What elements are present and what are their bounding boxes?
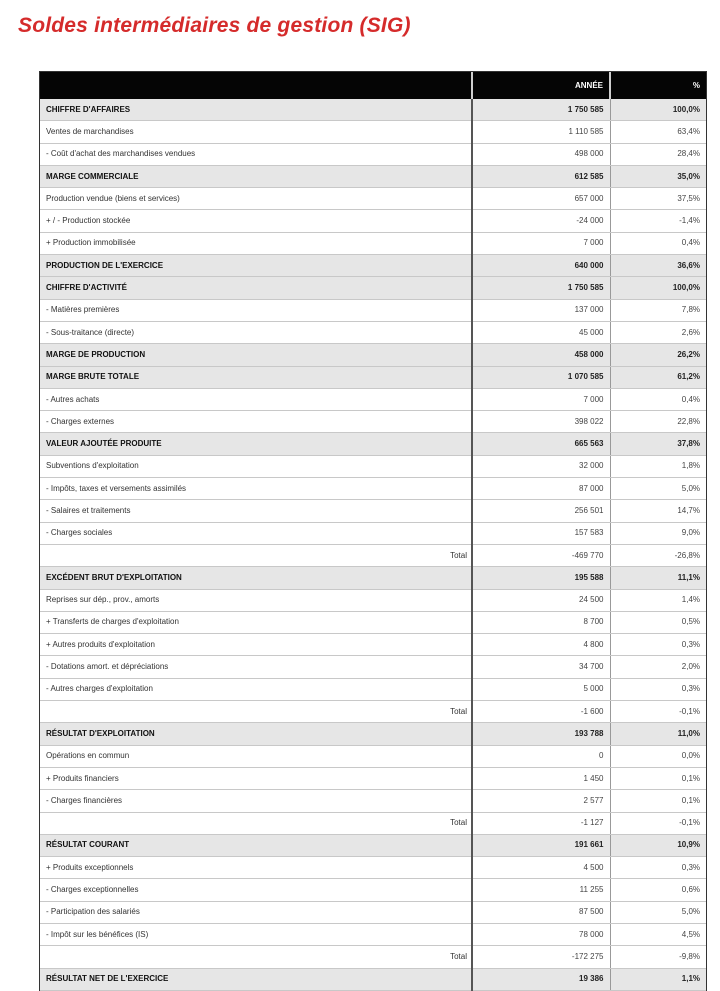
row-amount: 87 000 bbox=[472, 478, 610, 500]
section-row bbox=[40, 277, 706, 299]
row-label: - Impôts, taxes et versements assimilés bbox=[40, 478, 472, 500]
row-amount: -172 275 bbox=[472, 946, 610, 968]
row-label: - Impôt sur les bénéfices (IS) bbox=[40, 923, 472, 945]
row-label: Opérations en commun bbox=[40, 745, 472, 767]
table-row bbox=[40, 611, 706, 633]
row-label: + Produits financiers bbox=[40, 767, 472, 789]
section-row bbox=[40, 165, 706, 187]
row-label: + Produits exceptionnels bbox=[40, 857, 472, 879]
table-row bbox=[40, 232, 706, 254]
section-row bbox=[40, 255, 706, 277]
row-percent: 61,2% bbox=[610, 366, 706, 388]
row-label: Ventes de marchandises bbox=[40, 121, 472, 143]
row-percent: 26,2% bbox=[610, 344, 706, 366]
row-label: - Salaires et traitements bbox=[40, 500, 472, 522]
row-percent: -0,1% bbox=[610, 812, 706, 834]
row-percent: 9,0% bbox=[610, 522, 706, 544]
row-label: Total bbox=[40, 544, 472, 566]
table-row bbox=[40, 121, 706, 143]
row-percent: -1,4% bbox=[610, 210, 706, 232]
row-percent: 4,5% bbox=[610, 923, 706, 945]
sig-table bbox=[40, 72, 706, 991]
section-row bbox=[40, 99, 706, 121]
row-label: Subventions d'exploitation bbox=[40, 455, 472, 477]
row-amount: 640 000 bbox=[472, 255, 610, 277]
row-label: Production vendue (biens et services) bbox=[40, 188, 472, 210]
table-row bbox=[40, 478, 706, 500]
row-amount: 1 070 585 bbox=[472, 366, 610, 388]
row-amount: 7 000 bbox=[472, 232, 610, 254]
row-percent: 7,8% bbox=[610, 299, 706, 321]
page-title: Soldes intermédiaires de gestion (SIG) bbox=[18, 14, 411, 37]
row-amount: 5 000 bbox=[472, 678, 610, 700]
row-label: CHIFFRE D'ACTIVITÉ bbox=[40, 277, 472, 299]
row-percent: 37,5% bbox=[610, 188, 706, 210]
table-row bbox=[40, 790, 706, 812]
row-amount: 665 563 bbox=[472, 433, 610, 455]
table-row bbox=[40, 678, 706, 700]
row-amount: 87 500 bbox=[472, 901, 610, 923]
row-amount: -24 000 bbox=[472, 210, 610, 232]
total-row bbox=[40, 946, 706, 968]
table-row bbox=[40, 299, 706, 321]
row-label: MARGE COMMERCIALE bbox=[40, 165, 472, 187]
row-percent: 0,3% bbox=[610, 678, 706, 700]
row-amount: 34 700 bbox=[472, 656, 610, 678]
row-amount: 137 000 bbox=[472, 299, 610, 321]
row-amount: 2 577 bbox=[472, 790, 610, 812]
row-percent: 22,8% bbox=[610, 411, 706, 433]
row-amount: 1 750 585 bbox=[472, 277, 610, 299]
row-amount: 458 000 bbox=[472, 344, 610, 366]
row-label: + Production immobilisée bbox=[40, 232, 472, 254]
row-amount: 1 110 585 bbox=[472, 121, 610, 143]
row-percent: 1,1% bbox=[610, 968, 706, 990]
section-row bbox=[40, 567, 706, 589]
row-amount: 1 450 bbox=[472, 767, 610, 789]
row-label: - Coût d'achat des marchandises vendues bbox=[40, 143, 472, 165]
row-percent: 0,4% bbox=[610, 232, 706, 254]
section-row bbox=[40, 344, 706, 366]
table-header bbox=[40, 72, 706, 99]
row-amount: 191 661 bbox=[472, 834, 610, 856]
section-row bbox=[40, 968, 706, 990]
row-amount: 4 500 bbox=[472, 857, 610, 879]
row-amount: 45 000 bbox=[472, 321, 610, 343]
row-percent: 63,4% bbox=[610, 121, 706, 143]
row-amount: 32 000 bbox=[472, 455, 610, 477]
row-label: EXCÉDENT BRUT D'EXPLOITATION bbox=[40, 567, 472, 589]
row-percent: 11,1% bbox=[610, 567, 706, 589]
row-label: - Participation des salariés bbox=[40, 901, 472, 923]
row-label: PRODUCTION DE L'EXERCICE bbox=[40, 255, 472, 277]
total-row bbox=[40, 701, 706, 723]
row-label: - Charges financières bbox=[40, 790, 472, 812]
row-label: - Autres achats bbox=[40, 388, 472, 410]
row-percent: 1,8% bbox=[610, 455, 706, 477]
row-amount: 193 788 bbox=[472, 723, 610, 745]
table-row bbox=[40, 321, 706, 343]
table-row bbox=[40, 634, 706, 656]
table-row bbox=[40, 656, 706, 678]
row-label: - Charges sociales bbox=[40, 522, 472, 544]
row-percent: 5,0% bbox=[610, 901, 706, 923]
row-amount: 398 022 bbox=[472, 411, 610, 433]
header-percent: % bbox=[610, 72, 706, 99]
row-percent: 0,6% bbox=[610, 879, 706, 901]
row-percent: 28,4% bbox=[610, 143, 706, 165]
row-amount: 4 800 bbox=[472, 634, 610, 656]
total-row bbox=[40, 544, 706, 566]
table-row bbox=[40, 210, 706, 232]
table-row bbox=[40, 188, 706, 210]
row-amount: 657 000 bbox=[472, 188, 610, 210]
row-amount: 7 000 bbox=[472, 388, 610, 410]
row-percent: 0,5% bbox=[610, 611, 706, 633]
row-percent: 1,4% bbox=[610, 589, 706, 611]
row-amount: 1 750 585 bbox=[472, 99, 610, 121]
row-label: - Sous-traitance (directe) bbox=[40, 321, 472, 343]
row-amount: -469 770 bbox=[472, 544, 610, 566]
row-percent: 5,0% bbox=[610, 478, 706, 500]
row-amount: 612 585 bbox=[472, 165, 610, 187]
table-body bbox=[40, 99, 706, 990]
row-percent: -9,8% bbox=[610, 946, 706, 968]
row-label: RÉSULTAT D'EXPLOITATION bbox=[40, 723, 472, 745]
row-percent: 0,3% bbox=[610, 634, 706, 656]
row-amount: 11 255 bbox=[472, 879, 610, 901]
row-label: Total bbox=[40, 812, 472, 834]
table-row bbox=[40, 767, 706, 789]
row-percent: 0,4% bbox=[610, 388, 706, 410]
row-amount: 498 000 bbox=[472, 143, 610, 165]
table-row bbox=[40, 901, 706, 923]
table-row bbox=[40, 388, 706, 410]
row-label: RÉSULTAT NET DE L'EXERCICE bbox=[40, 968, 472, 990]
row-amount: 0 bbox=[472, 745, 610, 767]
table-row bbox=[40, 879, 706, 901]
row-percent: 0,1% bbox=[610, 790, 706, 812]
table-row bbox=[40, 745, 706, 767]
row-amount: 78 000 bbox=[472, 923, 610, 945]
row-label: MARGE DE PRODUCTION bbox=[40, 344, 472, 366]
row-percent: 0,1% bbox=[610, 767, 706, 789]
row-label: + Autres produits d'exploitation bbox=[40, 634, 472, 656]
total-row bbox=[40, 812, 706, 834]
row-percent: -26,8% bbox=[610, 544, 706, 566]
section-row bbox=[40, 834, 706, 856]
section-row bbox=[40, 366, 706, 388]
row-amount: 256 501 bbox=[472, 500, 610, 522]
row-percent: 2,0% bbox=[610, 656, 706, 678]
table-row bbox=[40, 411, 706, 433]
row-percent: 0,0% bbox=[610, 745, 706, 767]
row-percent: 100,0% bbox=[610, 99, 706, 121]
row-label: + Transferts de charges d'exploitation bbox=[40, 611, 472, 633]
row-label: MARGE BRUTE TOTALE bbox=[40, 366, 472, 388]
row-percent: 14,7% bbox=[610, 500, 706, 522]
row-amount: 8 700 bbox=[472, 611, 610, 633]
row-percent: 35,0% bbox=[610, 165, 706, 187]
row-label: - Charges exceptionnelles bbox=[40, 879, 472, 901]
row-label: - Charges externes bbox=[40, 411, 472, 433]
row-percent: 2,6% bbox=[610, 321, 706, 343]
table-row bbox=[40, 589, 706, 611]
row-label: Total bbox=[40, 701, 472, 723]
row-label: Total bbox=[40, 946, 472, 968]
row-label: CHIFFRE D'AFFAIRES bbox=[40, 99, 472, 121]
row-label: - Autres charges d'exploitation bbox=[40, 678, 472, 700]
table-row bbox=[40, 923, 706, 945]
row-percent: 37,8% bbox=[610, 433, 706, 455]
row-amount: 157 583 bbox=[472, 522, 610, 544]
row-label: + / - Production stockée bbox=[40, 210, 472, 232]
header-amount: ANNÉE bbox=[472, 72, 610, 99]
row-percent: 100,0% bbox=[610, 277, 706, 299]
row-percent: 11,0% bbox=[610, 723, 706, 745]
table-row bbox=[40, 455, 706, 477]
row-label: - Dotations amort. et dépréciations bbox=[40, 656, 472, 678]
row-amount: 195 588 bbox=[472, 567, 610, 589]
header-row bbox=[40, 72, 706, 99]
section-row bbox=[40, 723, 706, 745]
row-percent: -0,1% bbox=[610, 701, 706, 723]
sig-table-container bbox=[39, 71, 707, 991]
section-row bbox=[40, 433, 706, 455]
row-amount: -1 600 bbox=[472, 701, 610, 723]
row-amount: -1 127 bbox=[472, 812, 610, 834]
table-row bbox=[40, 522, 706, 544]
header-label bbox=[40, 72, 472, 99]
row-percent: 36,6% bbox=[610, 255, 706, 277]
row-amount: 19 386 bbox=[472, 968, 610, 990]
row-amount: 24 500 bbox=[472, 589, 610, 611]
row-label: RÉSULTAT COURANT bbox=[40, 834, 472, 856]
row-label: Reprises sur dép., prov., amorts bbox=[40, 589, 472, 611]
row-percent: 0,3% bbox=[610, 857, 706, 879]
table-row bbox=[40, 857, 706, 879]
table-row bbox=[40, 143, 706, 165]
row-label: - Matières premières bbox=[40, 299, 472, 321]
row-label: VALEUR AJOUTÉE PRODUITE bbox=[40, 433, 472, 455]
row-percent: 10,9% bbox=[610, 834, 706, 856]
table-row bbox=[40, 500, 706, 522]
